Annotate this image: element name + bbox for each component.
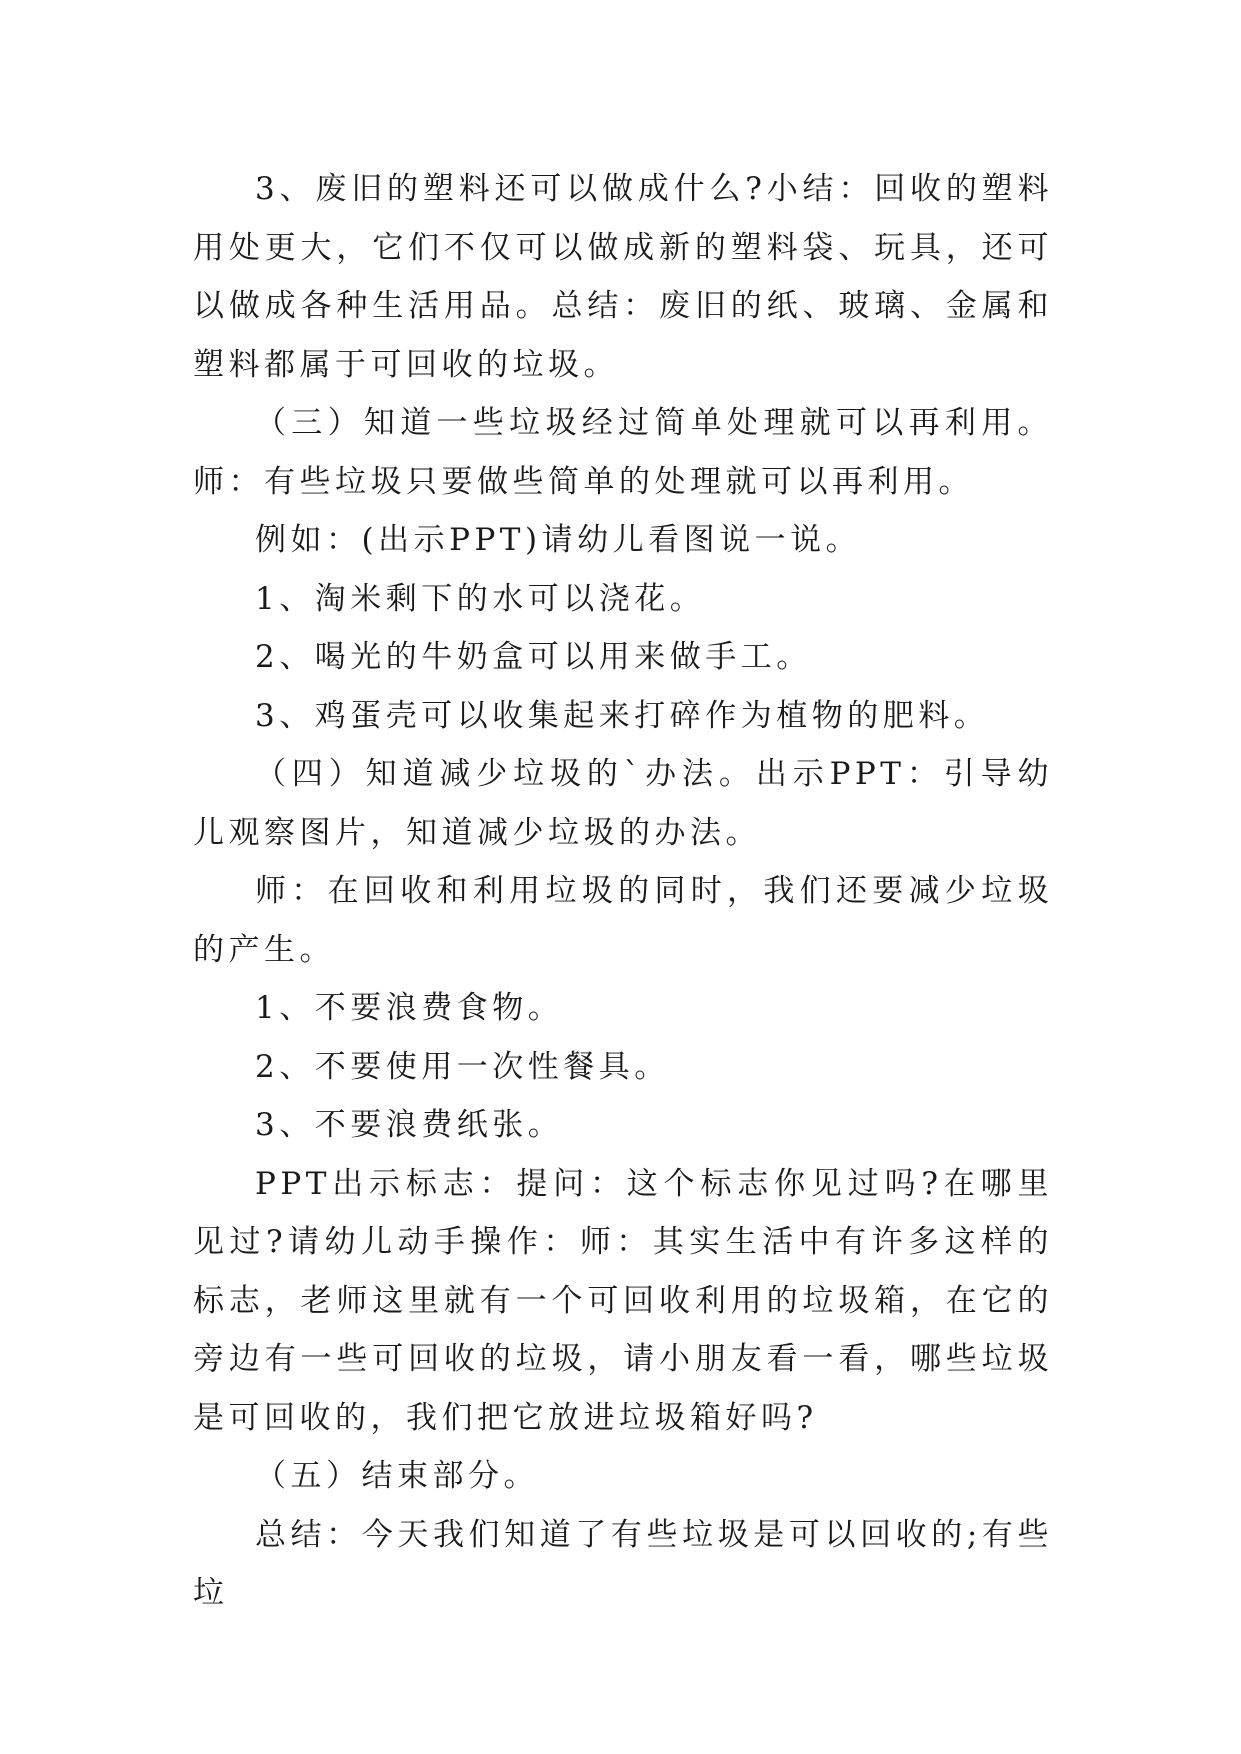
paragraph-eggshell: 3、鸡蛋壳可以收集起来打碎作为植物的肥料。 <box>255 697 990 734</box>
paragraph-section-three: （三）知道一些垃圾经过简单处理就可以再利用。师：有些垃圾只要做些简单的处理就可以再利用。 <box>193 405 1053 500</box>
document-body <box>193 160 1053 1623</box>
paragraph-milk-box: 2、喝光的牛奶盒可以用来做手工。 <box>255 639 812 675</box>
paragraph-example: 例如：(出示PPT)请幼儿看图说一说。 <box>255 522 862 558</box>
paragraph-conclusion: 总结：今天我们知道了有些垃圾是可以回收的;有些垃 <box>193 1516 1053 1611</box>
paragraph-no-food-waste: 1、不要浪费食物。 <box>255 990 564 1026</box>
paragraph-plastic-summary: 3、废旧的塑料还可以做成什么?小结：回收的塑料用处更大，它们不仅可以做成新的塑料袋、玩具，还可以做成各种生活用品。总结：废旧的纸、玻璃、金属和塑料都属于可回收的垃圾。 <box>193 171 1053 383</box>
paragraph-section-five: （五）结束部分。 <box>255 1458 539 1494</box>
paragraph-no-disposable: 2、不要使用一次性餐具。 <box>255 1048 670 1085</box>
paragraph-teacher-reduce: 师：在回收和利用垃圾的同时，我们还要减少垃圾的产生。 <box>193 873 1053 968</box>
paragraph-no-paper-waste: 3、不要浪费纸张。 <box>255 1107 564 1143</box>
paragraph-section-four: （四）知道减少垃圾的`办法。出示PPT：引导幼儿观察图片，知道减少垃圾的办法。 <box>193 756 1053 851</box>
paragraph-ppt-sign: PPT出示标志：提问：这个标志你见过吗?在哪里见过?请幼儿动手操作：师：其实生活中有许多这样的标志，老师这里就有一个可回收利用的垃圾箱，在它的旁边有一些可回收的垃圾，请小朋友看一看，哪些垃圾是可回收的，我们把它放进垃圾箱好吗? <box>193 1165 1053 1436</box>
paragraph-rice-water: 1、淘米剩下的水可以浇花。 <box>255 580 706 617</box>
